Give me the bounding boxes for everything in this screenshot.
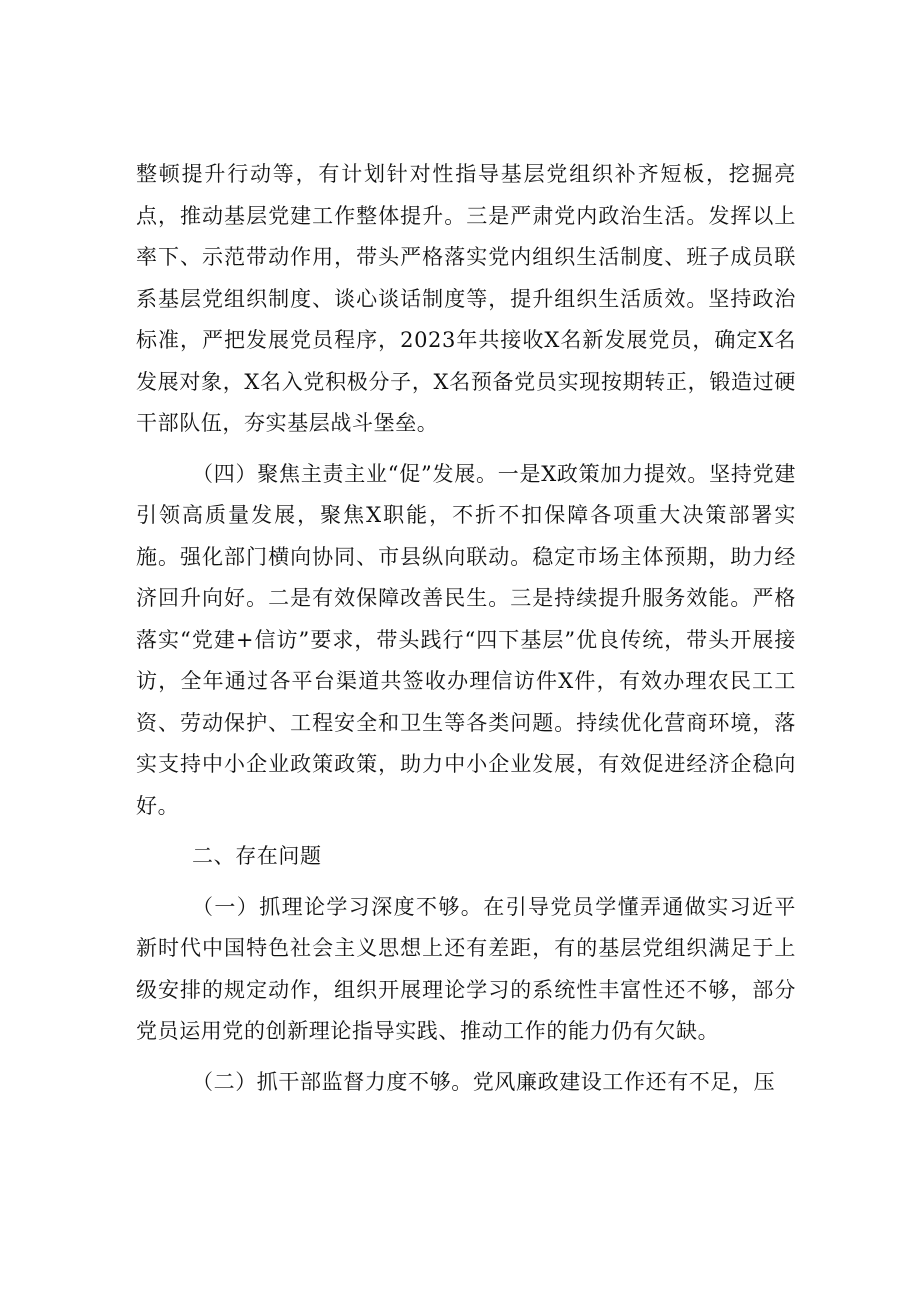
section-heading-existing-problems: 二、存在问题 (192, 844, 322, 868)
paragraph-problem-one: （一）抓理论学习深度不够。在引导党员学懂弄通做实习近平新时代中国特色社会主义思想上还有差距，有的基层党组织满足于上级安排的规定动作，组织开展理论学习的系统性丰富性还不够，部分党员运用党的创新理论指导实践、推动工作的能力仍有欠缺。 (136, 894, 796, 1043)
paragraph-section-four: （四）聚焦主责主业“促”发展。一是X政策加力提效。坚持党建引领高质量发展，聚焦X职能，不折不扣保障各项重大决策部署实施。强化部门横向协同、市县纵向联动。稳定市场主体预期，助力经济回升向好。二是有效保障改善民生。三是持续提升服务效能。严格落实“党建+信访”要求，带头践行“四下基层”优良传统，带头开展接访，全年通过各平台渠道共签收办理信访件X件，有效办理农民工工资、劳动保护、工程安全和卫生等各类问题。持续优化营商环境，落实支持中小企业政策政策，助力中小企业发展，有效促进经济企稳向好。 (136, 461, 796, 818)
paragraph-problem-two: （二）抓干部监督力度不够。党风廉政建设工作还有不足，压 (192, 1069, 776, 1094)
paragraph-continuation: 整顿提升行动等，有计划针对性指导基层党组织补齐短板，挖掘亮点，推动基层党建工作整体提升。三是严肃党内政治生活。发挥以上率下、示范带动作用，带头严格落实党内组织生活制度、班子成员联系基层党组织制度、谈心谈话制度等，提升组织生活质效。坚持政治标准，严把发展党员程序，2023年共接收X名新发展党员，确定X名发展对象，X名入党积极分子，X名预备党员实现按期转正，锻造过硬干部队伍，夯实基层战斗堡垒。 (136, 162, 796, 435)
document-body (136, 154, 796, 1103)
